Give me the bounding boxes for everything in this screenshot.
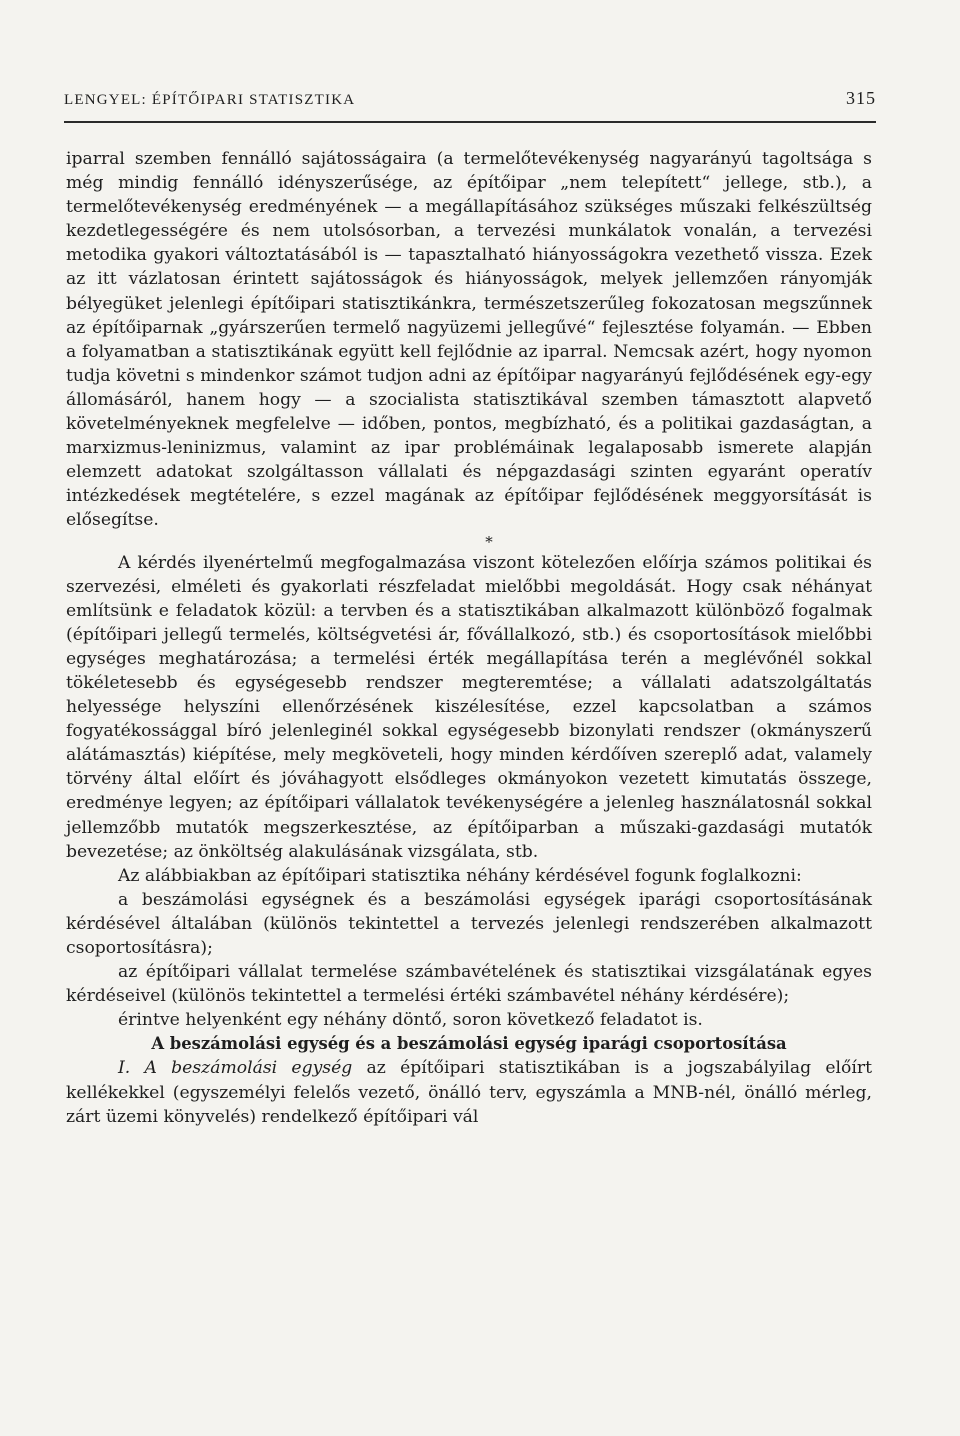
section-heading: A beszámolási egység és a beszámolási egység iparági csoportosítása bbox=[151, 1034, 787, 1054]
page-number: 315 bbox=[846, 88, 876, 108]
numbered-lead: I. A beszámolási egység bbox=[118, 1058, 353, 1079]
page-header bbox=[64, 88, 876, 109]
running-title: LENGYEL: ÉPÍTŐIPARI STATISZTIKA bbox=[64, 92, 356, 108]
paragraph-continuation: iparral szemben fennálló sajátosságaira (a termelőtevékenység nagyarányú tagoltsága s még mindig fennálló idényszerűsége, az építőipar „nem telepített“ jellege, stb.), a termelőtevékenység eredményének — a megállapításához szükséges műszaki felkészültség kezdetlegességére és nem utolsósorban, a tervezési munkálatok vonalán, a tervezési metodika gyakori változtatásából is — tapasztalható hiányosságokra vezethető vissza. Ezek az itt vázlatosan érintett sajátosságok és hiányosságok, melyek jellemzően rányomják bélyegüket jelenlegi építőipari statisztikánkra, természetszerűleg fokozatosan megszűnnek az építőiparnak „gyárszerűen termelő nagyüzemi jellegűvé“ fejlesztése folyamán. — Ebben a folyamatban a statisztikának együtt kell fejlődnie az iparral. Nemcsak azért, hogy nyomon tudja követni s mindenkor számot tudjon adni az építőipar nagyarányú fejlődésének egy-egy állomásáról, hanem hogy — a szocialista statisztikával szemben támasztott alapvető követelményeknek megfelelve — időben, pontos, megbízható, és a politikai gazdaságtan, a marxizmus-leninizmus, valamint az ipar problémáinak legalaposabb ismerete alapján elemzett adatokat szolgáltasson vállalati és népgazdasági szinten egyaránt operatív intézkedések megtételére, s ezzel magának az építőipar fejlődésének meggyorsítását is elősegítse. bbox=[66, 149, 872, 531]
section-separator: * bbox=[485, 532, 493, 551]
paragraph: A kérdés ilyenértelmű megfogalmazása viszont kötelezően előírja számos politikai és szervezési, elméleti és gyakorlati részfeladat mielőbbi megoldását. Hogy csak néhányat említsünk e feladatok közül: a tervben és a statisztikában alkalmazott különböző fogalmak (építőipari jellegű termelés, költségvetési ár, fővállalkozó, stb.) és csoportosítások mielőbbi egységes meghatározása; a termelési érték megállapítása terén a meglévőnél sokkal tökéletesebb és egységesebb rendszer megteremtése; a vállalati adatszolgáltatás helyessége helyszíni ellenőrzésének kiszélesítése, ezzel kapcsolatban a számos fogyatékossággal bíró jelenleginél sokkal egységesebb bizonylati rendszer (okmányszerű alátámasztás) kiépítése, mely megköveteli, hogy minden kérdőíven szereplő adat, valamely törvény által előírt és jóváhagyott elsődleges okmányokon vezetett kimutatás összege, eredménye legyen; az építőipari vállalatok tevékenységére a jelenleg használatosnál sokkal jellemzőbb mutatók megszerkesztése, az építőiparban a műszaki-gazdasági mutatók bevezetése; az önköltség alakulásának vizsgálata, stb. bbox=[66, 552, 872, 862]
paragraph-text: az építőipari statisztikában is a jogszabályilag előírt kellékekkel (egyszemélyi felelős vezető, önálló terv, egyszámla a MNB-nél, önálló mérleg, zárt üzemi könyvelés) rendelkező építőipari vál bbox=[66, 1058, 872, 1127]
paragraph bbox=[66, 1056, 872, 1128]
list-item: érintve helyenként egy néhány döntő, soron következő feladatot is. bbox=[118, 1010, 703, 1031]
paragraph: Az alábbiakban az építőipari statisztika néhány kérdésével fogunk foglalkozni: bbox=[118, 865, 802, 886]
header-rule bbox=[64, 121, 876, 123]
list-item: az építőipari vállalat termelése számbavételének és statisztikai vizsgálatának egyes kérdéseivel (különös tekintettel a termelési értéki számbavétel néhány kérdésére); bbox=[66, 962, 872, 1007]
list-item: a beszámolási egységnek és a beszámolási egységek iparági csoportosításának kérdésével általában (különös tekintettel a tervezés jelenlegi rendszerében alkalmazott csoportosításra); bbox=[66, 889, 872, 958]
body-text bbox=[66, 147, 872, 1129]
